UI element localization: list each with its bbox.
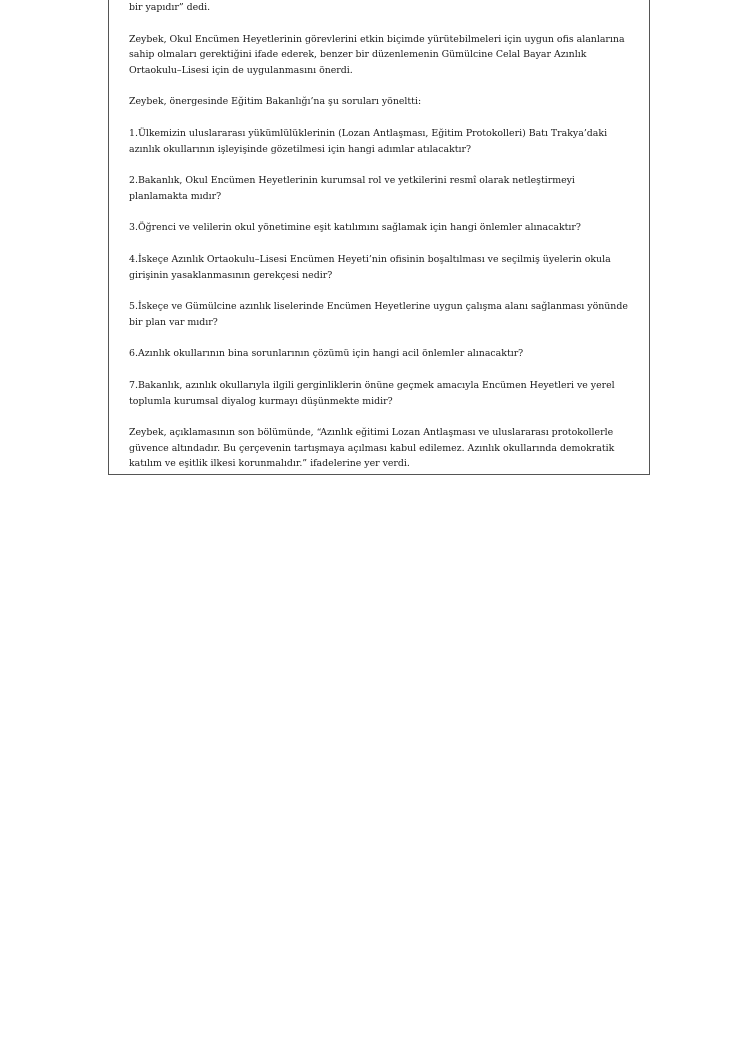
question-7: 7.Bakanlık, azınlık okullarıyla ilgili gerginliklerin önüne geçmek amacıyla Encümen Heyetleri ve yerel toplumla kurumsal diyalog kurmayı düşünmekte midir? xyxy=(129,379,615,407)
question-1: 1.Ülkemizin uluslararası yükümlülüklerinin (Lozan Antlaşması, Eğitim Protokolleri) Batı Trakya’daki azınlık okullarının işleyişinde gözetilmesi için hangi adımlar atılacaktır? xyxy=(129,127,608,155)
question-6: 6.Azınlık okullarının bina sorunlarının çözümü için hangi acil önlemler alınacaktır? xyxy=(129,348,524,360)
paragraph-closing-quote: bir yapıdır” dedi. xyxy=(129,2,211,13)
paragraph-office-proposal: Zeybek, Okul Encümen Heyetlerinin görevlerini etkin biçimde yürütebilmeleri için uygun ofis alanlarına sahip olmaları gerektiğini ifade ederek, benzer bir düzenlemenin Gümülcine Celal Bayar Azınlık Ortaokulu–Lisesi için de uygulanmasını önerdi. xyxy=(129,33,625,76)
question-3: 3.Öğrenci ve velilerin okul yönetimine eşit katılımını sağlamak için hangi önlemler alınacaktır? xyxy=(129,222,581,234)
article-text-box xyxy=(108,0,650,475)
question-4: 4.İskeçe Azınlık Ortaokulu–Lisesi Encümen Heyeti’nin ofisinin boşaltılması ve seçilmiş üyelerin okula girişinin yasaklanmasının gerekçesi nedir? xyxy=(129,253,611,281)
question-5: 5.İskeçe ve Gümülcine azınlık liselerinde Encümen Heyetlerine uygun çalışma alanı sağlanması yönünde bir plan var mıdır? xyxy=(129,301,628,328)
question-2: 2.Bakanlık, Okul Encümen Heyetlerinin kurumsal rol ve yetkilerini resmî olarak netleştirmeyi planlamakta mıdır? xyxy=(129,175,575,202)
paragraph-conclusion: Zeybek, açıklamasının son bölümünde, “Azınlık eğitimi Lozan Antlaşması ve uluslararası protokollerle güvence altındadır. Bu çerçevenin tartışmaya açılması kabul edilemez. Azınlık okullarında demokratik katılım ve eşitlik ilkesi korunmalıdır.” ifadelerine yer verdi. xyxy=(129,427,615,470)
paragraph-questions-intro: Zeybek, önergesinde Eğitim Bakanlığı’na şu soruları yöneltti: xyxy=(129,96,422,108)
